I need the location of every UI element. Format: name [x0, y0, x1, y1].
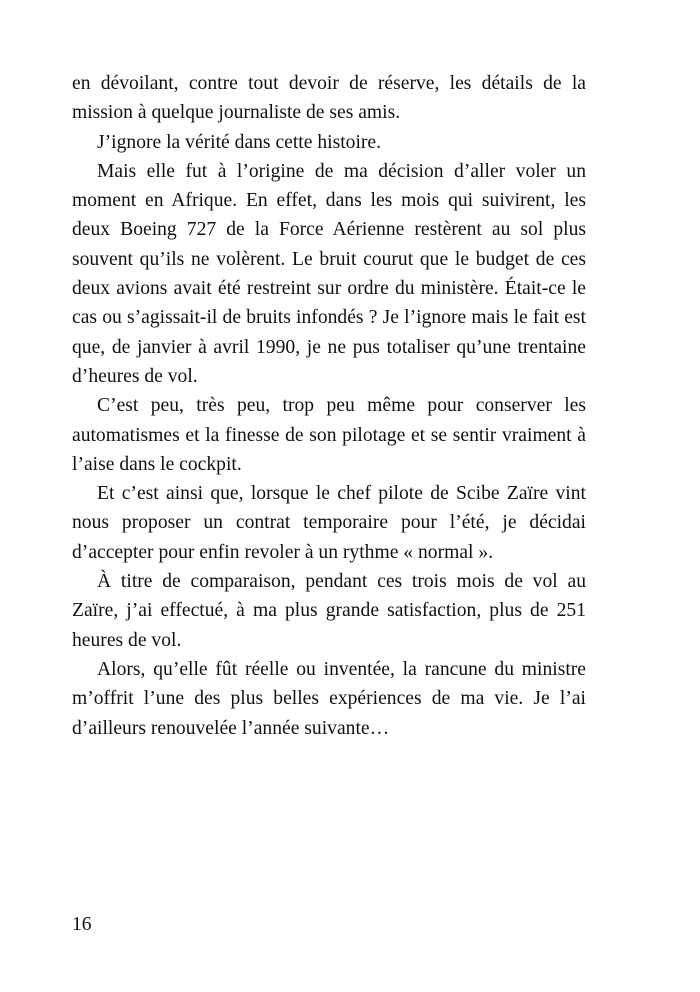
paragraph: Et c’est ainsi que, lorsque le chef pilote de Scibe Zaïre vint nous proposer un contrat temporaire pour l’été, je décidai d’accepter pour enfin revoler à un rythme « normal ».: [72, 483, 586, 563]
paragraph: J’ignore la vérité dans cette histoire.: [97, 131, 382, 153]
paragraph: Mais elle fut à l’origine de ma décision d’aller voler un moment en Afrique. En effet, dans les mois qui suivirent, les deux Boeing 727 de la Force Aérienne restèrent au sol plus souvent qu’ils ne volèrent. Le bruit courut que le budget de ces deux avions avait été restreint sur ordre du ministère. Était-ce le cas ou s’agissait-il de bruits infondés ? Je l’ignore mais le fait est que, de janvier à avril 1990, je ne pus totaliser qu’une trentaine d’heures de vol.: [72, 160, 586, 387]
paragraph: Alors, qu’elle fût réelle ou inventée, la rancune du ministre m’offrit l’une des plus belles expériences de ma vie. Je l’ai d’ailleurs renouvelée l’année suivante…: [72, 658, 586, 739]
paragraph: C’est peu, très peu, trop peu même pour conserver les automatismes et la finesse de son pilotage et se sentir vraiment à l’aise dans le cockpit.: [72, 395, 586, 475]
body-text: [72, 69, 586, 743]
paragraph: À titre de comparaison, pendant ces trois mois de vol au Zaïre, j’ai effectué, à ma plus grande satisfaction, plus de 251 heures de vol.: [72, 571, 586, 651]
paragraph-continuation: en dévoilant, contre tout devoir de réserve, les détails de la mission à quelque journaliste de ses amis.: [72, 73, 586, 124]
page-number: 16: [72, 914, 92, 935]
